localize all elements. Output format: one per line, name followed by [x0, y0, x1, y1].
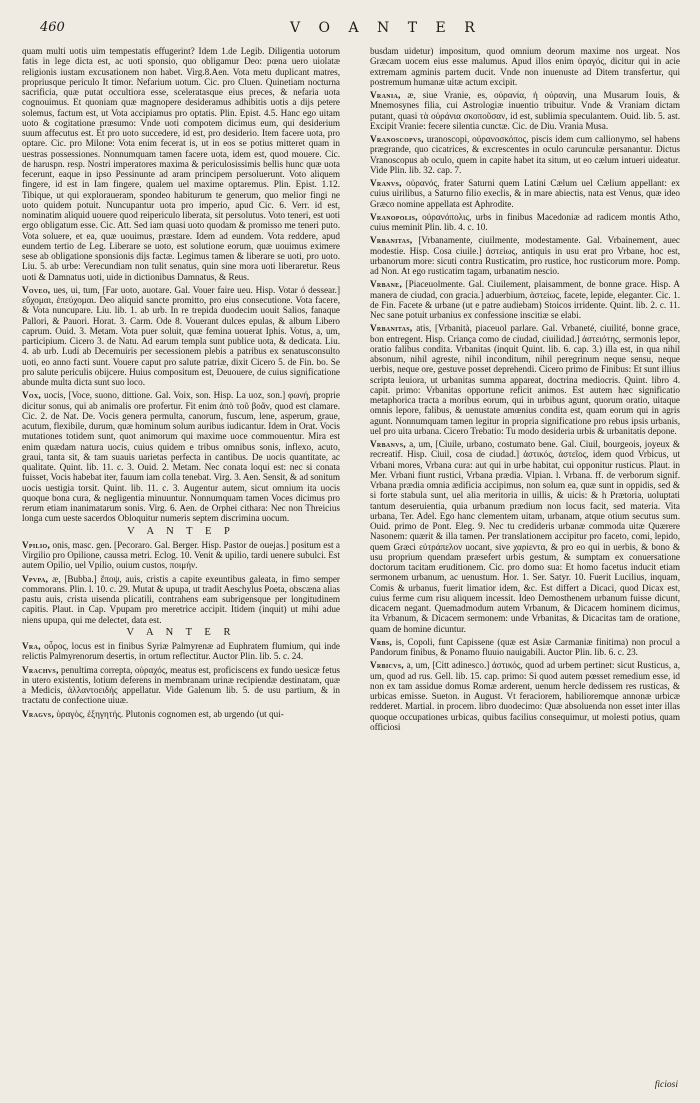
entry-vrbanitas: Vrbanitas, atis, [Vrbanità, piaceuol parlare. Gal. Vrbaneté, ciuilité, bonne grace, bon entregent. Hisp. Criança como de ciudad, ciuilidad.] ἀστειότης, sermonis lepor, oratio falibus condita. Vrbanitas (inquit Quint. lib. 6. cap. 3.) illa est, in qua nihil absonum, nihil agreste, nihil inconditum, nihil peregrinum neque sensu, neque uerbis, neque ore, gestuve posset deprehendi. Cicero primo de Finibus: Et sunt illius scripta leuiora, ut urbanitas summa appareat, doctrina mediocris. Quint. libro 4. capit. primo: Vrbanitas opportune reficit animos. Est autem hæc significatio metaphorica tracta a moribus eorum, qui in urbibus agunt, quorum oratio, uitaque omnis lepore, falibus, & uenustate amœnius condita est, quam eorum qui in agris agunt. Nonnumquam tamen legitur in propria significatione pro rebus ipsis urbanis, uel pro uita urbana. Cicero Trebatio: Tu modo desideria urbis & urbanitatis depone. — [370, 323, 680, 436]
entry-vrbicvs: Vrbicvs, a, um, [Citt adinesco.] ἀστικός, quod ad urbem pertinet: sicut Rusticus, a, um, quod ad rus. Gell. lib. 15. cap. primo: Si quod autem pœsset remedium esse, id non ex tam assidue domus Romæ arderent, uenum hercle dedissem res rusticas, & urbicas emisse. Sueton. in August. Vt feraciorem, habilioremque annonæ urbicæ redderet. Martial. in procem. libro duodecimo: Quæ absoluenda non esset inter illas quoque occupationes urbicas, quibus facilius consequimur, ut molesti potius, quam officiosi — [370, 660, 681, 732]
catchword: ficiosi — [654, 1080, 678, 1090]
entry-vrbane: Vrbane, [Piaceuolmente. Gal. Ciuilement, plaisamment, de bonne grace. Hisp. A manera de ciudad, con gracia.] aduerbium, ἀστείως, facete, lepide, eleganter. Cic. 1. de Fin. Facete & urbane (ut e patre audiebam) Stoicos irridente. Quint. lib. 2. c. 11. Nec sane potuit urbanius ex confessione inscitiæ se elabi. — [370, 279, 680, 320]
entry-vrbanvs: Vrbanvs, a, um, [Ciuile, urbano, costumato bene. Gal. Ciuil, bourgeois, joyeux & recreatif. Hisp. Ciuil, cosa de ciudad.] ἀστικός, ἀστεῖος, idem quod Vrbicus, ut Vrbani mores, Vrbana cura: aut qui in urbe habitat, cui opponitur rusticus. Plaut. in Mer. Vrbani fiunt rustici, Vrbana prædia. Vlpian. l. Vrbana. ff. de verborum signif. Vrbana prædia omnia ædificia accipimus, non solum ea, quæ sunt in oppidis, sed & si forte stabula sunt, uel alia meritoria in uillis, & uicis: & h Prætoria, uoluptati tantum deseruientia, quia urbanum prædium non locus facit, sed materia. Vita urbana, Ter. Adel. Ego hanc clementem uitam, urbanam, atque otium secutus sum. Ouid. primo de Pont. Eleg. 9. Nec tu credideris urbanæ commoda uitæ Quærere Nasonem: quærit & illa tamen. Per translationem accipitur pro faceto, comi, lepido, quem Græci εὐτράπελον uocant, sive χαρίεντα, & pro eo qui in uerbis, & bono & usu proprium quendam præsefert urbis gestum, & sumptam ex conuersatione doctorum tacitam eruditionem. Cic. pro domo sua: Et homo facetus inducit etiam sermonem urbanum, ac uenustum. Hor. 1. Ser. Satyr. 10. Fuerit Lucilius, inquam, Comis & urbanus, fuerit limatior idem, &c. Est differt a Dicaci, quod Dicax est, cuius ferme cum risu aliquem incessit. Ideo Demosthenem urbanum fuisse dicunt, dicacem negant. Quemadmodum autem Vrbanum, & Dicacem hominem dicimus, ita Vrbanum, & Dicacem sermonem: unde Vrbanitas, & Dicacitas tam de oratione, quam de homine dicuntur. — [370, 439, 680, 634]
entry-vranopolis: Vranopolis, οὐρανόπολις, urbs in finibus Macedoniæ ad radicem montis Atho, cuius meminit Plin. lib. 4. c. 10. — [370, 211, 681, 232]
entry-vra: Vra, οὖρος, locus est in finibus Syriæ Palmyrenæ ad Euphratem flumium, qui inde relictis Palmyrenorum desertis, in ortum reflectitur. Auctor Plin. lib. 5. c. 24. — [22, 641, 341, 662]
section-heading-ante-p: V A N T E P — [127, 525, 235, 537]
entry-vrbanatim: Vrbanitas, [Vrbanamente, ciuilmente, modestamente. Gal. Vrbainement, auec modestie. Hisp. Cosa ciuile.] ἀστείως, antiquis in usu erat pro Vrbane, hoc est, urbanorum more: sicuti contra Rusticatim, pro rustice, hoc rusticorum more. Pomp. ad Non. At ego rusticatim tagam, urbanatim nescio. — [370, 235, 681, 276]
left-column — [22, 46, 340, 722]
entry-vranoscopvs: Vranoscopvs, uranoscopi, οὐρανοσκόπος, piscis idem cum callionymo, sel habens prægrande, quo cicatrices, & excrescentes in oculo carunculæ persanantur. Dictus Vranoscopus ab oculo, quem in capite habet ita situm, ut eo cælum intueri uideatur. Vide Plin. lib. 32. cap. 7. — [370, 134, 680, 175]
entry-vrbs: Vrbs, is, Copoli, funt Capissene (quæ est Asiæ Carmaniæ finitima) non procul a Pandorum finibus, & Ponamo fluuio nauigabili. Auctor Plin. lib. 6. c. 23. — [370, 636, 681, 657]
entry-vranvs: Vranvs, οὐρανός, frater Saturni quem Latini Cælum uel Cælium appellant: ex cuius uirilibus, a Saturno filio execlis, & in mare abiectis, nata est Venus, quæ ideo Græco nomine appellata est Aphrodite. — [370, 178, 680, 209]
page-number: 460 — [40, 20, 65, 35]
right-column — [370, 46, 680, 735]
entry-vragvs-continuation: busdam uidetur) impositum, quod omnium deorum maxime nos urgeat. Nos Græcam uocem eius esse malumus. Apud illos enim ὑραγός, dicitur qui in acie extremam agminis partem ducit. Vnde non inuenuste ad Ditem transfertur, qui postremum humanæ uitæ actum excipit. — [370, 46, 680, 87]
page-header — [40, 20, 680, 40]
section-heading-ante-r: V A N T E R — [126, 626, 236, 638]
entry-vrania: Vrania, æ, siue Vranie, es, οὐρανία, ἡ οὐρανίη, una Musarum Iouis, & Mnemosynes filia, cui Astrologiæ inuentio tribuitur. Vnde & Vraniam dictam putant, quasi τὰ οὐράνια σκοποῦσαν, id est, sublimia speculantem. Ouid. lib. 5. ast. Excipit Vranie: fecere silentia cunctæ. Cic. de Diu. Vrania Musa. — [370, 90, 680, 131]
entry-vpilio: Vpilio, onis, masc. gen. [Pecoraro. Gal. Berger. Hisp. Pastor de ouejas.] positum est a Virgilio pro Opilione, caussa metri. Eclog. 10. Venit & upilio, tardi uenere subulci. Est autem Opilio, uel Vpilio, ouium custos, ποιμήν. — [22, 539, 340, 571]
entry-vrachvs: Vrachvs, penultima correpta, οὐραχός, meatus est, proficiscens ex fundo uesicæ fetus in utero existentis, lotium deferens in membranam urinæ recipiendæ destinatam, quæ a Medicis, ἀλλαντοειδής appellatur. Vide Galenum lib. 5. de usu partium, & in tractatu de confectione uiuæ. — [22, 664, 341, 706]
entry-voveo: Voveo, ues, ui, tum, [Far uoto, auotare. Gal. Vouer faire ueu. Hisp. Votar ó dessear.] εὔχομαι, ἐπεύχομαι. Deo aliquid sancte promitto, pro eius consecutione. Vota facere, & Vota nuncupare. Liu. lib. 1. ab urb. In re trepida duodecim uouit Salios, fanaque Pallori, & Pauori. Horat. 3. Carm. Ode 8. Vouerant dulces epulas, & album Libero caprum. Ouid. 3. Metam. Vota puer soluit, quæ femina uouerat Iphis. Votus, a, um, participium. Cicero 3. de Natu. Ad earum templa sunt publice uota, & dedicata. Liu. 4. ab urb. Ludi ab Decemuiris per secessionem plebis a patribus ex senatusconsulto uoti, eo anno facti sunt. Vouere caput pro salute patriæ, dixit Cicero 5. de Fin. bo. Se pro salute periculis obijcere. Huius compositum est, Deuouere, de cuius significatione abunde multa dicta sunt suo loco. — [22, 284, 341, 387]
entry-vragvs: Vragvs, ὑραγὸς, ἐξηγητής. Plutonis cognomen est, ab urgendo (ut qui- — [22, 708, 284, 719]
entry-vota-continuation: quam multi uotis uim tempestatis effugerint? Idem 1.de Legib. Diligentia uotorum fatis in lege dicta est, ac uoti sponsio, quo obligamur Deo: pœna uero uiolatæ religionis iustam excusationem non habet. Virg.8.Aen. Vota metu duplicant matres, propriusque periculo It timor. Nefarium uotum. Cic. pro Cluen. Quinetiam nocturna sacrificia, quæ putat occultiora esse, sceleratasque eius preces, & nefaria uota cognouimus. Et quoniam quæ magnopere desideramus adhibitis uotis a dijs petere solemus, factum est, ut Vota accipiamus pro optatis. Plin. Epist. 4.5. Hanc ego uitam uoto & cogitatione præsumo: Vnde uoti compotem dicimus eum, qui desiderium suum affecutus est. Et pro uoto succedere, id est, pro desiderio. Item facere uota, pro optare. Cic. pro Milone: Vota enim fecerat is, ut in eos se potius mitteret quam in uestras possessiones. Nonnumquam tamen facere uota, idem est, quod mouere. Cic. de haruspn. resp. Nostri imperatores maxima & periculosissimis bellis hunc quæ uota fecerunt, eaque in ipso Pessinunte ad aram principem persoluerunt. Voto aliquem fingere, id est in Iam fingere, qualem uel maxime optaremus. Plin. Epist. 1.12. Tibique, ut qui exploraueram, spondeo habiturum te generum, quo melior fingi ne uoto quidem potuit. Nuncupantur uota pro imperio, apud Cic. 6. Verr. id est, nominatim aliquid uouere quod reipericulo liberata, sit persolutus. Voto teneri, est uoti ergo obligatum esse. Cic. Att. Sed iam quasi uoto quodam & promisso me teneri puto. Vota soluere, et ea, quæ uouimus, præstare. Idem ad eundem. Vota reddere, apud eundem tertio de Leg. Liberare se uoto, est solutione eorum, quæ uouimus eximere sese ab obligatione sponsionis dijs factæ. Legimus tamen & liberare se uoti, pro uoto. Liu. 5. ab urbe: Verecundiam non tulit senatus, quin sine mora uoti liberaretur. Reus uoti & Damnatus uoti, uide in dictionibus Damnatus, & Reus. — [22, 46, 340, 282]
running-head: V O A N T E R — [290, 20, 482, 36]
entry-vpvpa: Vpvpa, æ, [Bubba.] ἔποψ, auis, cristis a capite exeuntibus galeata, in fimo semper commorans. Plin. l. 10. c. 29. Mutat & upupa, ut tradit Aeschylus Poeta, obscæna alias pastu auis, crista uisenda plicatili, contrahens eam subrigensque per longitudinem capitis. Plaut. in Cap. Vpupam pro meretrice accipit. Itidem (inquit) ut mihi adue niens upupa, qui me delectet, data est. — [22, 573, 340, 625]
entry-vox: Vox, uocis, [Voce, suono, dittione. Gal. Voix, son. Hisp. La uoz, son.] φωνή, proprie dicitur sonus, qui ab animalis ore profertur. Fit enim ἀπὸ τοῦ βοᾶν, quod est clamare. Cic. 2. de Nat. De. Vocis genera permulta, canorum, fuscum, lene, asperum, graue, acutum, flexibile, durum, quæ hominum solum auribus iudicantur. Idem in Orat. Vocis mutationes totidem sunt, quot animorum qui maxime uoce commouentur. Mira est enim quædam natura uocis, cuius quidem e tribus omnibus sonis, inflexo, acuto, graui, tanta sit, & tam suauis uarietas perfecta in cantibus. De uocis quantitate, ac qualitate. Quint. lib. 11. c. 3. Ouid. 2. Metam. Nec conata loqui est: nec si conata fuisset, Vocis habebat iter, fauum iam colla tenebat. Virg. 3. Aen. Sensit, & ad sonitum uocis uestigia torsit. Quint. lib. 11. c. 3. Augentur autem, sicut omnium ita uocis quoque bona cura, & negligentia minuuntur. Nonnumquam tamen Voces dicimus pro rerum etiam inanimatarum sonis. Virg. 6. Aen. de Orphei cithara: Nec non Threicius longa cum ueste sacerdos Obloquitur numeris septem discrimina uocum. — [22, 390, 340, 524]
